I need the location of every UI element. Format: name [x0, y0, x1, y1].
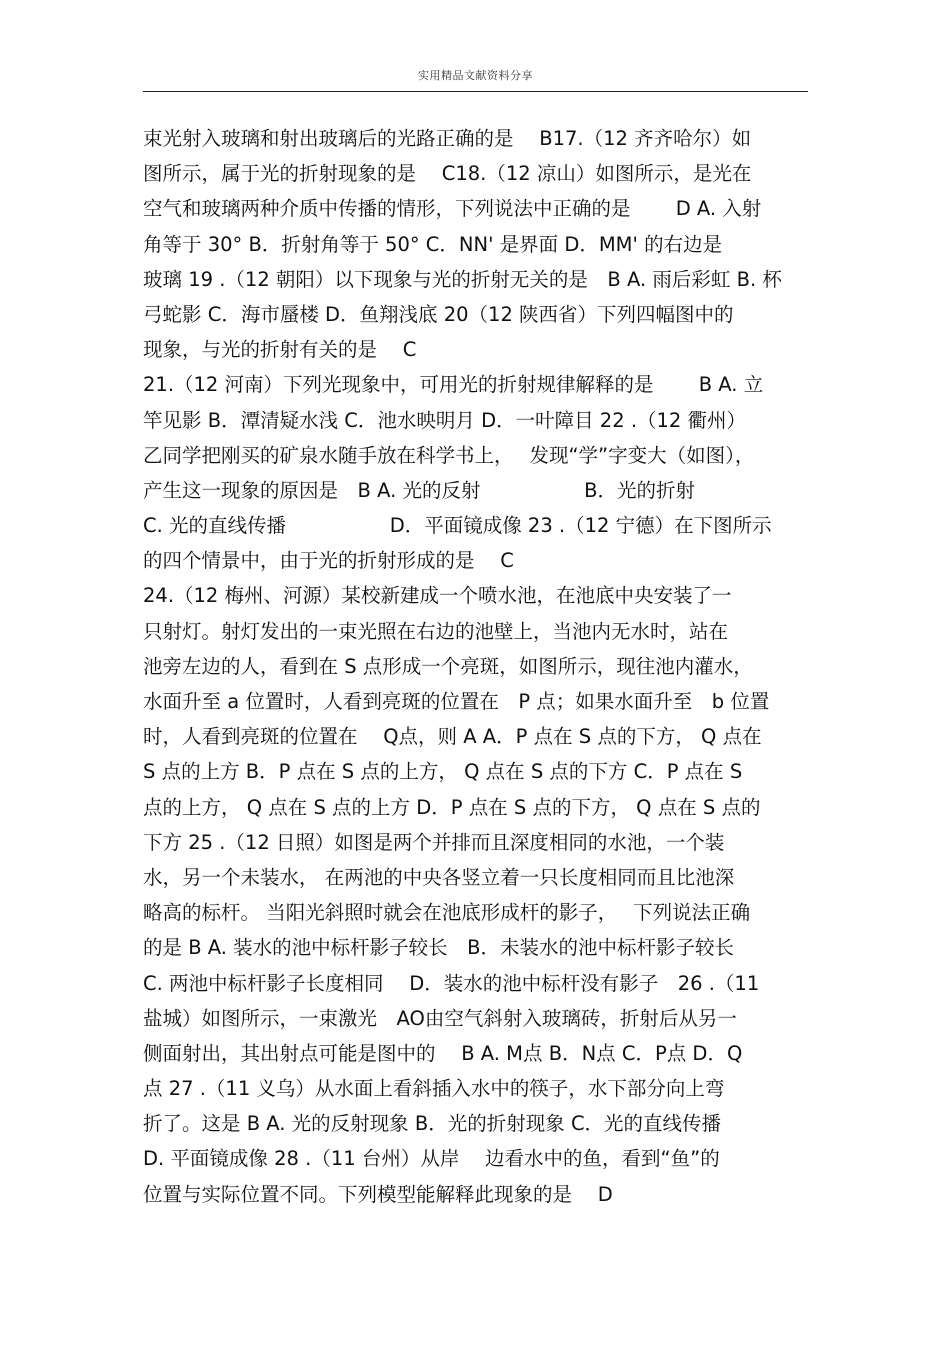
- text-line: 产生这一现象的原因是 B A. 光的反射 B．光的折射: [143, 478, 696, 502]
- text-line: 空气和玻璃两种介质中传播的情形，下列说法中正确的是 D A. 入射: [143, 197, 762, 221]
- text-line: 乙同学把刚买的矿泉水随手放在科学书上， 发现“学”字变大（如图），: [143, 443, 755, 467]
- text-line: 折了。这是 B A. 光的反射现象 B．光的折射现象 C．光的直线传播: [143, 1112, 722, 1136]
- text-line: 21.（12 河南）下列光现象中，可用光的折射规律解释的是 B A. 立: [143, 373, 764, 397]
- text-line: S 点的上方 B．P 点在 S 点的上方， Q 点在 S 点的下方 C．P 点在 S: [143, 760, 743, 784]
- text-line: 盐城）如图所示，一束激光 AO由空气斜射入玻璃砖，折射后从另一: [143, 1006, 737, 1030]
- text-line: 点 27 .（11 义乌）从水面上看斜插入水中的筷子，水下部分向上弯: [143, 1077, 725, 1101]
- text-line: 只射灯。射灯发出的一束光照在右边的池壁上，当池内无水时，站在: [143, 619, 729, 643]
- header-title: 实用精品文献资料分享: [418, 69, 533, 82]
- text-line: 束光射入玻璃和射出玻璃后的光路正确的是 B17.（12 齐齐哈尔）如: [143, 127, 752, 150]
- text-line: 水，另一个未装水， 在两池的中央各竖立着一只长度相同而且比池深: [143, 865, 735, 889]
- document-body: [143, 121, 813, 1212]
- text-line: 略高的标杆。 当阳光斜照时就会在池底形成杆的影子， 下列说法正确: [143, 901, 751, 925]
- text-line: 玻璃 19 .（12 朝阳）以下现象与光的折射无关的是 B A. 雨后彩虹 B. 杯: [143, 267, 782, 291]
- text-line: 点的上方， Q 点在 S 点的上方 D．P 点在 S 点的下方， Q 点在 S 点的: [143, 795, 761, 819]
- text-line: 24.（12 梅州、河源）某校新建成一个喷水池，在池底中央安装了一: [143, 584, 732, 608]
- text-line: 的四个情景中，由于光的折射形成的是 C: [143, 549, 514, 573]
- text-line: 竿见影 B．潭清疑水浅 C．池水映明月 D．一叶障目 22 .（12 衢州）: [143, 408, 747, 432]
- text-line: 下方 25 .（12 日照）如图是两个并排而且深度相同的水池，一个装: [143, 830, 725, 854]
- text-line: 的是 B A. 装水的池中标杆影子较长 B．未装水的池中标杆影子较长: [143, 936, 735, 960]
- text-line: 时，人看到亮斑的位置在 Q点，则 A A．P 点在 S 点的下方， Q 点在: [143, 725, 762, 749]
- text-line: 现象，与光的折射有关的是 C: [143, 338, 417, 362]
- page-header: [143, 60, 808, 92]
- text-line: 角等于 30° B．折射角等于 50° C．NN' 是界面 D．MM' 的右边是: [143, 232, 723, 256]
- text-line: 图所示，属于光的折射现象的是 C18.（12 凉山）如图所示，是光在: [143, 162, 752, 186]
- text-line: 水面升至 a 位置时，人看到亮斑的位置在 P 点；如果水面升至 b 位置: [143, 690, 770, 713]
- text-line: 弓蛇影 C．海市蜃楼 D．鱼翔浅底 20（12 陕西省）下列四幅图中的: [143, 302, 734, 326]
- text-line: D. 平面镜成像 28 .（11 台州）从岸 边看水中的鱼，看到“鱼”的: [143, 1147, 720, 1171]
- text-line: C. 两池中标杆影子长度相同 D．装水的池中标杆没有影子 26 .（11: [143, 971, 760, 995]
- text-line: 池旁左边的人，看到在 S 点形成一个亮斑，如图所示，现往池内灌水，: [143, 654, 753, 678]
- text-line: 位置与实际位置不同。下列模型能解释此现象的是 D: [143, 1182, 613, 1206]
- text-line: C. 光的直线传播 D．平面镜成像 23 .（12 宁德）在下图所示: [143, 514, 772, 538]
- text-line: 侧面射出，其出射点可能是图中的 B A. M点 B．N点 C．P点 D．Q: [143, 1041, 743, 1065]
